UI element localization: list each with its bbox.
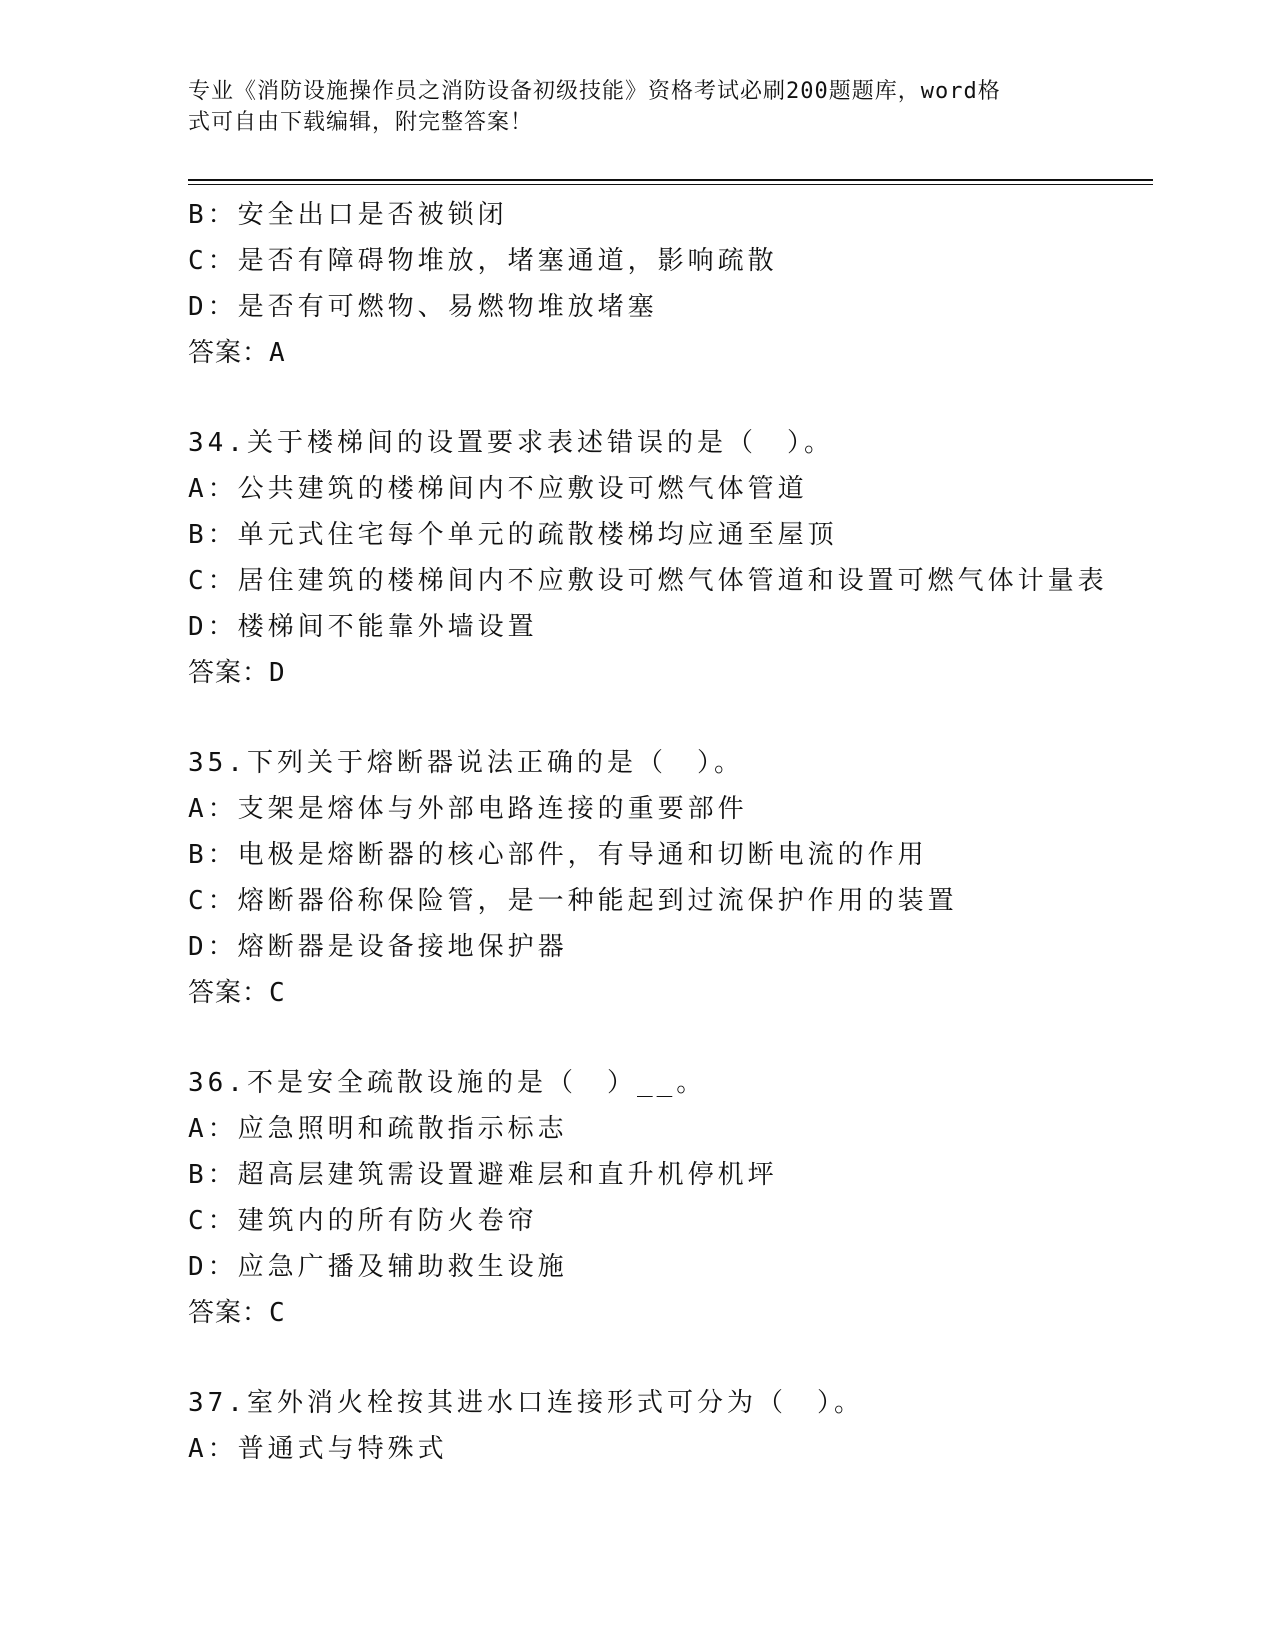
question-34 [188, 420, 1153, 696]
option-b: B：单元式住宅每个单元的疏散楼梯均应通至屋顶 [188, 520, 838, 550]
question-35 [188, 740, 1153, 1016]
option-c: C：建筑内的所有防火卷帘 [188, 1206, 538, 1236]
option-b: B：安全出口是否被锁闭 [188, 200, 508, 230]
answer-value: C [269, 1298, 286, 1328]
header-divider-thin [188, 184, 1153, 185]
answer-line [188, 330, 1153, 376]
question-list [188, 192, 1153, 1472]
question-36 [188, 1060, 1153, 1336]
answer-value: A [269, 338, 286, 368]
option-c: C：是否有障碍物堆放，堵塞通道，影响疏散 [188, 246, 778, 276]
question-33-continued [188, 192, 1153, 376]
answer-label: 答案： [188, 658, 270, 688]
document-header [188, 76, 1068, 138]
question-stem: 36.不是安全疏散设施的是（ ）__。 [188, 1068, 707, 1098]
answer-line [188, 650, 1153, 696]
option-d: D：熔断器是设备接地保护器 [188, 932, 568, 962]
option-a: A：支架是熔体与外部电路连接的重要部件 [188, 794, 748, 824]
answer-label: 答案： [188, 1298, 270, 1328]
question-stem: 34.关于楼梯间的设置要求表述错误的是（ ）。 [188, 428, 834, 458]
question-stem: 35.下列关于熔断器说法正确的是（ ）。 [188, 748, 744, 778]
option-b: B：电极是熔断器的核心部件，有导通和切断电流的作用 [188, 840, 928, 870]
answer-line [188, 1290, 1153, 1336]
option-c: C：熔断器俗称保险管，是一种能起到过流保护作用的装置 [188, 886, 958, 916]
answer-line [188, 970, 1153, 1016]
header-line-2: 式可自由下载编辑，附完整答案！ [188, 110, 534, 135]
option-d: D：楼梯间不能靠外墙设置 [188, 612, 538, 642]
option-a: A：公共建筑的楼梯间内不应敷设可燃气体管道 [188, 474, 808, 504]
option-a: A：应急照明和疏散指示标志 [188, 1114, 568, 1144]
question-37 [188, 1380, 1153, 1472]
answer-value: C [269, 978, 286, 1008]
header-divider-thick [188, 179, 1153, 181]
option-b: B：超高层建筑需设置避难层和直升机停机坪 [188, 1160, 778, 1190]
answer-value: D [269, 658, 286, 688]
option-d: D：应急广播及辅助救生设施 [188, 1252, 568, 1282]
answer-label: 答案： [188, 978, 270, 1008]
option-d: D：是否有可燃物、易燃物堆放堵塞 [188, 292, 658, 322]
answer-label: 答案： [188, 338, 270, 368]
option-c: C：居住建筑的楼梯间内不应敷设可燃气体管道和设置可燃气体计量表 [188, 566, 1108, 596]
option-a: A：普通式与特殊式 [188, 1434, 448, 1464]
header-line-1: 专业《消防设施操作员之消防设备初级技能》资格考试必刷200题题库，word格 [188, 79, 1001, 104]
question-stem: 37.室外消火栓按其进水口连接形式可分为（ ）。 [188, 1388, 864, 1418]
